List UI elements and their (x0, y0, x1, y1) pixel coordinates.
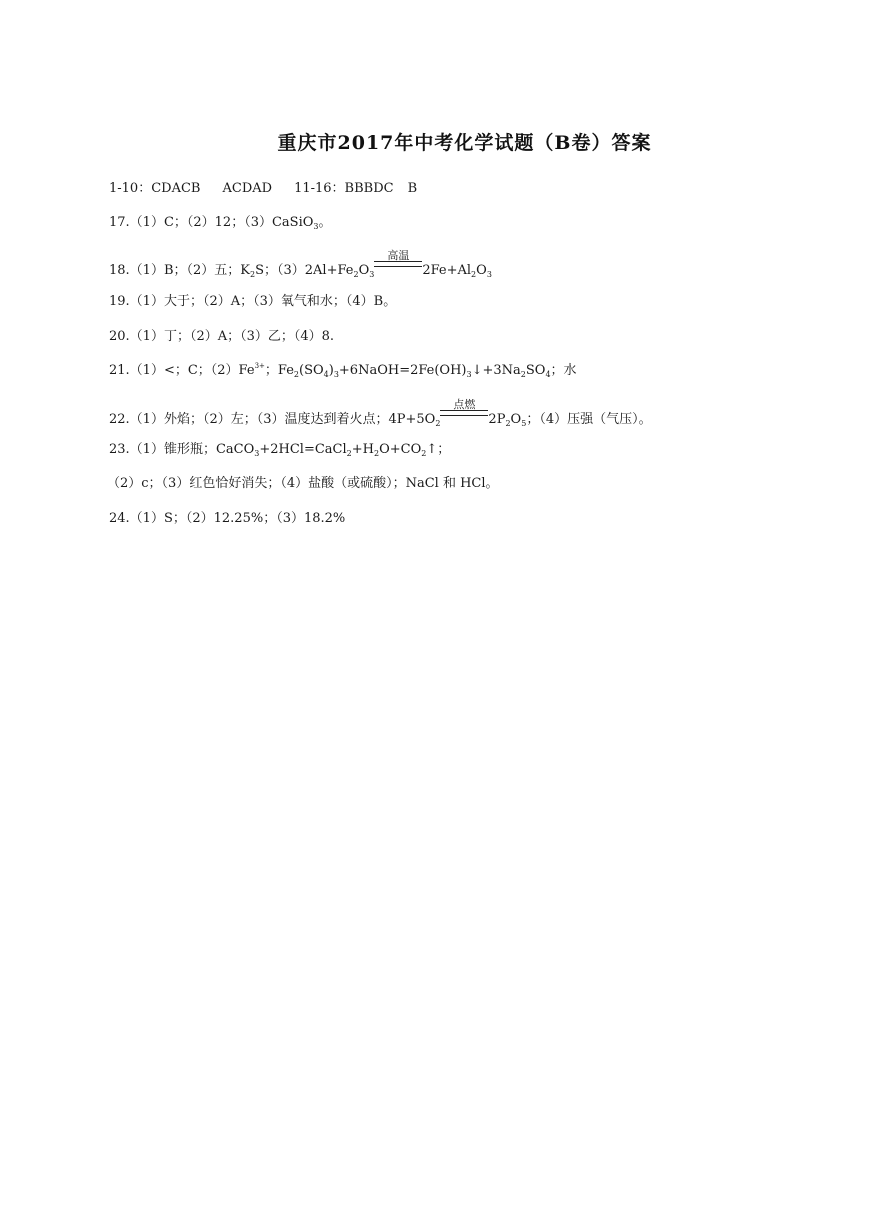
answer-line-22 (109, 398, 652, 428)
subscript: 2 (505, 419, 511, 428)
answer-line-24: 24.（1）S；（2）12.25%；（3）18.2% (109, 511, 346, 526)
text: 23.（1）锥形瓶；CaCO (109, 442, 255, 457)
equals-bars (374, 261, 422, 267)
equals-bars (440, 410, 488, 416)
text: ；（4）压强（气压）。 (526, 412, 652, 427)
subscript: 2 (520, 370, 526, 379)
subscript: 2 (373, 449, 380, 458)
answer-line-1-16 (109, 181, 417, 197)
subscript: 3 (486, 270, 492, 279)
q1-10-label: 1-10： (109, 181, 152, 196)
subscript: 2 (435, 419, 441, 428)
text: ；水 (550, 363, 577, 378)
text: O (510, 412, 522, 427)
text: (SO (299, 363, 324, 378)
subscript: 2 (346, 449, 352, 458)
text: ↑； (426, 442, 451, 457)
subscript: 2 (353, 270, 359, 279)
subscript: 4 (323, 370, 329, 379)
q11-16-answers-b: B (407, 181, 418, 196)
text: 2P (488, 412, 506, 427)
text: ↓+3Na (471, 363, 521, 378)
text: 18.（1）B；（2）五；K (109, 263, 250, 278)
text: SO (525, 363, 546, 378)
text: O+CO (379, 442, 422, 457)
text: +H (351, 442, 374, 457)
answer-line-21 (109, 363, 577, 379)
text: 22.（1）外焰；（2）左；（3）温度达到着火点；4P+5O (109, 412, 436, 427)
subscript: 4 (545, 370, 551, 379)
answer-line-23 (109, 442, 450, 458)
answer-line-18 (109, 249, 492, 279)
reaction-condition-arrow (440, 398, 488, 428)
text: 2Fe+Al (422, 263, 472, 278)
page-title: 重庆市2017年中考化学试题（B卷）答案 (277, 132, 652, 154)
text: 21.（1）<；C；（2）Fe (109, 363, 255, 378)
q1-10-answers-b: ACDAD (222, 181, 273, 196)
subscript: 2 (421, 449, 427, 458)
subscript: 3 (466, 370, 472, 379)
subscript: 2 (249, 270, 256, 279)
text: O (358, 263, 370, 278)
q11-16-label: 11-16： (294, 181, 345, 196)
subscript: 2 (293, 370, 299, 379)
text: 。 (318, 215, 332, 230)
text: O (476, 263, 487, 278)
text: +6NaOH=2Fe(OH) (338, 363, 467, 378)
answer-line-23-continued: （2）c；（3）红色恰好消失；（4）盐酸（或硫酸）；NaCl 和 HCl。 (107, 476, 499, 491)
subscript: 3 (313, 222, 319, 231)
superscript: 3+ (254, 362, 265, 370)
text: ；Fe (264, 363, 294, 378)
subscript: 3 (254, 449, 260, 458)
text: S；（3）2Al+Fe (255, 263, 354, 278)
reaction-condition-arrow (374, 249, 422, 279)
text: ) (328, 363, 334, 378)
answer-line-19: 19.（1）大于；（2）A；（3）氧气和水；（4）B。 (109, 294, 397, 309)
subscript: 5 (521, 419, 527, 428)
condition-label: 高温 (387, 249, 410, 262)
text: 17.（1）C；（2）12；（3）CaSiO (109, 215, 314, 230)
subscript: 3 (369, 270, 375, 279)
answer-line-17 (109, 215, 332, 231)
q1-10-answers-a: CDACB (151, 181, 201, 196)
text: +2HCl=CaCl (259, 442, 347, 457)
q11-16-answers-a: BBBDC (344, 181, 394, 196)
subscript: 2 (471, 270, 477, 279)
answer-line-20: 20.（1）丁；（2）A；（3）乙；（4）8. (109, 329, 335, 344)
subscript: 3 (333, 370, 339, 379)
condition-label: 点燃 (453, 398, 476, 411)
